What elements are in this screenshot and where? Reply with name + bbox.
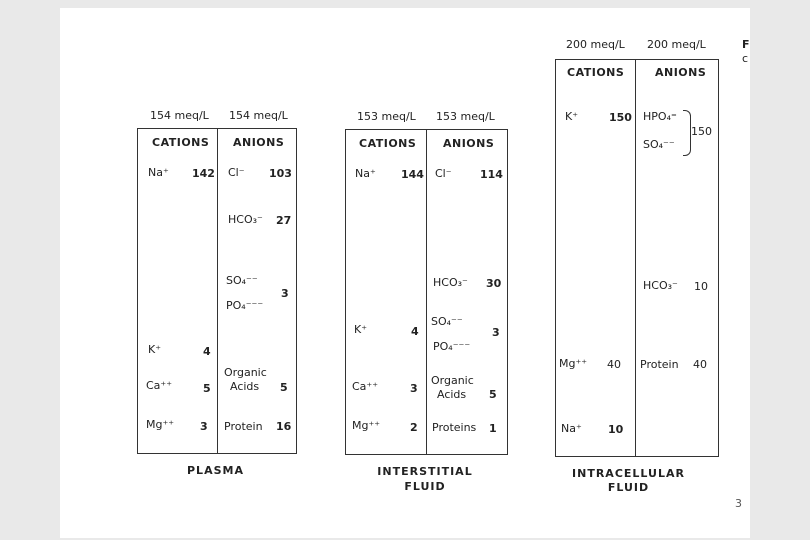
interstitial-cation-ion: Ca⁺⁺ xyxy=(352,380,379,393)
plasma-cation-ion: Na⁺ xyxy=(148,166,169,179)
plasma-anion-ion: Acids xyxy=(230,380,260,393)
plasma-anion-ion: Protein xyxy=(224,420,263,433)
intracellular-cation-value: 150 xyxy=(609,111,632,124)
plasma-cations-total: 154 meq/L xyxy=(150,109,209,122)
intracellular-anion-value: 10 xyxy=(694,280,708,293)
intracellular-cations-total: 200 meq/L xyxy=(566,38,625,51)
intracellular-anion-ion: HCO₃⁻ xyxy=(643,279,678,292)
interstitial-cation-value: 144 xyxy=(401,168,424,181)
intracellular-cation-ion: Na⁺ xyxy=(561,422,582,435)
plasma-cations-header: CATIONS xyxy=(152,136,210,149)
intracellular-anions-header: ANIONS xyxy=(655,66,707,79)
plasma-anion-ion: PO₄⁻⁻⁻ xyxy=(226,299,264,312)
plasma-divider xyxy=(217,129,218,453)
interstitial-cation-value: 2 xyxy=(410,421,418,434)
plasma-anions-total: 154 meq/L xyxy=(229,109,288,122)
plasma-cation-ion: K⁺ xyxy=(148,343,162,356)
plasma-anions-header: ANIONS xyxy=(233,136,285,149)
interstitial-anion-value: 114 xyxy=(480,168,503,181)
interstitial-label-line1: INTERSTITIAL xyxy=(377,465,473,478)
plasma-label: PLASMA xyxy=(187,464,244,477)
interstitial-anion-value: 5 xyxy=(489,388,497,401)
interstitial-anion-ion: Proteins xyxy=(432,421,477,434)
interstitial-anion-ion: HCO₃⁻ xyxy=(433,276,468,289)
interstitial-anion-ion: SO₄⁻⁻ xyxy=(431,315,463,328)
plasma-anion-ion: HCO₃⁻ xyxy=(228,213,263,226)
plasma-cation-value: 5 xyxy=(203,382,211,395)
interstitial-cation-ion: Na⁺ xyxy=(355,167,376,180)
plasma-anion-ion: SO₄⁻⁻ xyxy=(226,274,258,287)
plasma-cation-ion: Mg⁺⁺ xyxy=(146,418,175,431)
plasma-anion-value: 5 xyxy=(280,381,288,394)
plasma-anion-value: 3 xyxy=(281,287,289,300)
interstitial-anion-ion: Organic xyxy=(431,374,474,387)
interstitial-cation-value: 3 xyxy=(410,382,418,395)
plasma-cation-value: 142 xyxy=(192,167,215,180)
interstitial-cations-header: CATIONS xyxy=(359,137,417,150)
interstitial-anion-ion: Acids xyxy=(437,388,467,401)
interstitial-divider xyxy=(426,130,427,454)
cropped-edge-text-bottom: c xyxy=(742,52,749,65)
intracellular-column-box xyxy=(555,59,719,457)
intracellular-anion-value: 150 xyxy=(691,125,712,138)
intracellular-cations-header: CATIONS xyxy=(567,66,625,79)
cropped-edge-text-top: F xyxy=(742,38,750,51)
plasma-anion-ion: Organic xyxy=(224,366,267,379)
plasma-cation-value: 4 xyxy=(203,345,211,358)
interstitial-anions-header: ANIONS xyxy=(443,137,495,150)
interstitial-cations-total: 153 meq/L xyxy=(357,110,416,123)
intracellular-cation-ion: Mg⁺⁺ xyxy=(559,357,588,370)
interstitial-anion-value: 3 xyxy=(492,326,500,339)
interstitial-anion-value: 1 xyxy=(489,422,497,435)
interstitial-cation-value: 4 xyxy=(411,325,419,338)
plasma-cation-ion: Ca⁺⁺ xyxy=(146,379,173,392)
intracellular-anion-value: 40 xyxy=(693,358,707,371)
plasma-cation-value: 3 xyxy=(200,420,208,433)
plasma-anion-ion: Cl⁻ xyxy=(228,166,245,179)
intracellular-label-line2: FLUID xyxy=(607,481,650,494)
interstitial-label-line2: FLUID xyxy=(404,480,446,493)
interstitial-anion-ion: Cl⁻ xyxy=(435,167,452,180)
intracellular-anion-ion: HPO₄⁼ xyxy=(643,110,677,123)
interstitial-anion-value: 30 xyxy=(486,277,502,290)
plasma-anion-value: 16 xyxy=(276,420,292,433)
intracellular-brace xyxy=(683,110,691,156)
intracellular-divider xyxy=(635,60,636,456)
interstitial-anions-total: 153 meq/L xyxy=(436,110,495,123)
intracellular-anions-total: 200 meq/L xyxy=(647,38,706,51)
intracellular-label-line1: INTRACELLULAR xyxy=(572,467,685,480)
plasma-anion-value: 103 xyxy=(269,167,292,180)
interstitial-anion-ion: PO₄⁻⁻⁻ xyxy=(433,340,471,353)
plasma-anion-value: 27 xyxy=(276,214,292,227)
page-number: 3 xyxy=(735,497,742,510)
intracellular-cation-ion: K⁺ xyxy=(565,110,579,123)
interstitial-cation-ion: K⁺ xyxy=(354,323,368,336)
intracellular-anion-ion: SO₄⁻⁻ xyxy=(643,138,675,151)
intracellular-anion-ion: Protein xyxy=(640,358,679,371)
intracellular-cation-value: 40 xyxy=(607,358,621,371)
interstitial-cation-ion: Mg⁺⁺ xyxy=(352,419,381,432)
intracellular-cation-value: 10 xyxy=(608,423,624,436)
